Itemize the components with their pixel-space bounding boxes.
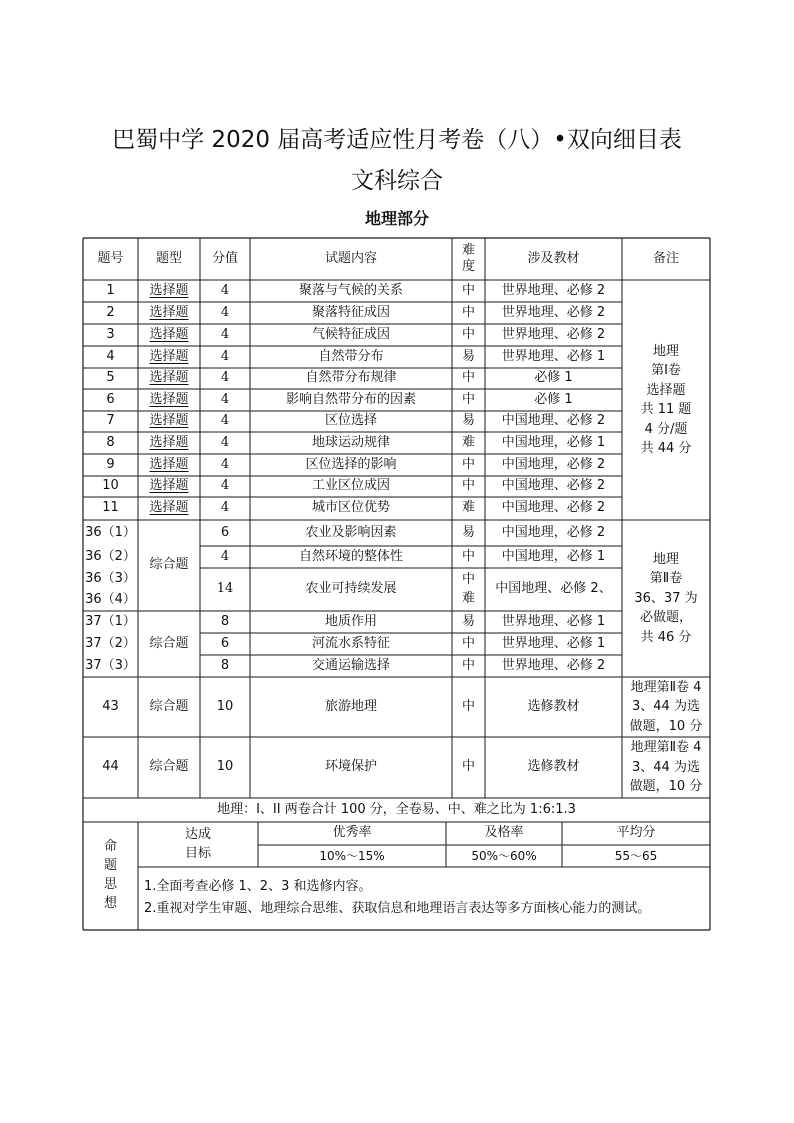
document-title: 巴蜀中学 2020 届高考适应性月考卷（八）•双向细目表 [112, 127, 682, 153]
note-part2: 地理 第Ⅱ卷 36、37 为 必做题， 共 46 分 [634, 551, 698, 645]
row-score: 4 [220, 434, 230, 450]
q37-r3-difficulty: 中 [461, 657, 475, 673]
section-title: 地理部分 [364, 209, 429, 228]
row-textbook: 世界地理、必修 2 [501, 326, 606, 342]
row-textbook: 中国地理，必修 1 [501, 434, 606, 450]
q36-r1-score: 6 [220, 524, 230, 540]
row-type: 选择题 [149, 434, 189, 450]
mingti-note-1: 1.全面考查必修 1、2、3 和选修内容。 [144, 878, 372, 894]
avg-label: 平均分 [616, 825, 656, 841]
row-difficulty: 中 [461, 456, 475, 472]
row-difficulty: 易 [461, 348, 475, 364]
q43-num: 43 [102, 698, 119, 714]
q44-num: 44 [102, 759, 119, 775]
q43-textbook: 选修教材 [527, 698, 580, 714]
q44-content: 环境保护 [324, 759, 377, 775]
header-score: 分值 [211, 250, 238, 266]
q37-r1-textbook: 世界地理、必修 1 [501, 613, 606, 629]
row-textbook: 世界地理、必修 1 [501, 348, 606, 364]
row-num: 10 [102, 478, 119, 494]
row-type: 选择题 [149, 304, 189, 320]
q37-type: 综合题 [149, 635, 189, 651]
row-content: 自然带分布规律 [305, 370, 397, 386]
q37-r2-difficulty: 中 [461, 635, 475, 651]
row-num: 4 [106, 348, 115, 364]
row-textbook: 中国地理，必修 2 [501, 456, 606, 472]
row-difficulty: 难 [461, 500, 475, 516]
q44-textbook: 选修教材 [527, 759, 580, 775]
row-type: 选择题 [149, 326, 189, 342]
q36-r2-difficulty: 中 [461, 548, 475, 564]
goal-label: 达成 目标 [184, 827, 211, 861]
pass-value: 50%～60% [471, 848, 537, 863]
row-difficulty: 中 [461, 478, 475, 494]
row-textbook: 世界地理、必修 2 [501, 282, 606, 298]
row-type: 选择题 [149, 500, 189, 516]
row-type: 选择题 [149, 456, 189, 472]
row-type: 选择题 [149, 391, 189, 407]
row-content: 气候特征成因 [311, 326, 390, 342]
q43-difficulty: 中 [461, 698, 475, 714]
avg-value: 55～65 [614, 848, 658, 863]
summary-row: 地理：I、II 两卷合计 100 分，全卷易、中、难之比为 1:6:1.3 [217, 801, 576, 817]
row-type: 选择题 [149, 370, 189, 386]
q36-r3-textbook: 中国地理、必修 2、 [495, 581, 612, 597]
row-difficulty: 易 [461, 413, 475, 429]
row-textbook: 必修 1 [534, 391, 573, 407]
q36-type: 综合题 [149, 557, 189, 573]
excellent-label: 优秀率 [332, 825, 372, 841]
row-num: 6 [106, 391, 115, 407]
q44-note: 地理第Ⅱ卷 43、44 为选做题，10 分 [629, 740, 703, 795]
row-content: 聚落特征成因 [311, 304, 390, 320]
row-num: 8 [106, 434, 115, 450]
q37-r1-score: 8 [220, 613, 230, 629]
q37-num-3: 37（3） [85, 657, 136, 673]
q36-r3-content: 农业可持续发展 [305, 581, 397, 597]
row-difficulty: 中 [461, 370, 475, 386]
q37-num-1: 37（1） [85, 613, 136, 629]
row-score: 4 [220, 326, 230, 342]
row-score: 4 [220, 304, 230, 320]
row-num: 7 [106, 413, 115, 429]
q36-num-4: 36（4） [85, 592, 136, 608]
pass-label: 及格率 [484, 825, 524, 841]
row-difficulty: 难 [461, 434, 475, 450]
row-content: 区位选择 [324, 413, 377, 429]
header-difficulty: 难 度 [461, 242, 475, 274]
q36-r1-difficulty: 易 [461, 524, 475, 540]
row-type: 选择题 [149, 413, 189, 429]
row-num: 5 [106, 370, 115, 386]
row-content: 地球运动规律 [311, 434, 390, 450]
row-content: 区位选择的影响 [305, 456, 397, 472]
header-num: 题号 [97, 250, 124, 266]
q36-r2-textbook: 中国地理，必修 1 [501, 548, 606, 564]
q36-r3-difficulty: 中 难 [461, 571, 475, 606]
row-score: 4 [220, 348, 230, 364]
row-score: 4 [220, 370, 230, 386]
row-content: 聚落与气候的关系 [298, 282, 403, 298]
mingti-note-2: 2.重视对学生审题、地理综合思维、获取信息和地理语言表达等多方面核心能力的测试。 [144, 900, 651, 916]
row-difficulty: 中 [461, 282, 475, 298]
header-type: 题型 [155, 250, 182, 266]
row-difficulty: 中 [461, 326, 475, 342]
q37-r2-textbook: 世界地理、必修 1 [501, 635, 606, 651]
q37-r3-textbook: 世界地理、必修 2 [501, 657, 606, 673]
row-score: 4 [220, 456, 230, 472]
mingti-label: 命 题 思 想 [103, 839, 117, 911]
row-content: 影响自然带分布的因素 [285, 391, 416, 407]
row-textbook: 中国地理、必修 2 [501, 413, 606, 429]
row-score: 4 [220, 413, 230, 429]
q37-r3-content: 交通运输选择 [311, 657, 390, 673]
q44-difficulty: 中 [461, 759, 475, 775]
q37-r2-content: 河流水系特征 [311, 635, 390, 651]
document-subtitle: 文科综合 [351, 168, 443, 194]
row-textbook: 世界地理、必修 2 [501, 304, 606, 320]
q37-num-2: 37（2） [85, 635, 136, 651]
header-note: 备注 [652, 250, 679, 266]
row-content: 城市区位优势 [311, 500, 390, 516]
row-type: 选择题 [149, 478, 189, 494]
row-type: 选择题 [149, 348, 189, 364]
row-score: 4 [220, 478, 230, 494]
row-textbook: 中国地理、必修 2 [501, 500, 606, 516]
q43-note: 地理第Ⅱ卷 43、44 为选做题，10 分 [629, 679, 703, 734]
row-num: 11 [102, 500, 119, 516]
row-num: 2 [106, 304, 115, 320]
q36-r3-score: 14 [216, 581, 234, 597]
q43-score: 10 [216, 698, 234, 714]
q36-num-3: 36（3） [85, 570, 136, 586]
header-textbook: 涉及教材 [527, 250, 580, 266]
q43-content: 旅游地理 [324, 698, 377, 714]
q43-type: 综合题 [149, 698, 189, 714]
q36-num-2: 36（2） [85, 548, 136, 564]
row-content: 自然带分布 [318, 348, 384, 364]
row-score: 4 [220, 282, 230, 298]
q44-score: 10 [216, 759, 234, 775]
row-type: 选择题 [149, 282, 189, 298]
row-content: 工业区位成因 [311, 478, 390, 494]
q36-r2-score: 4 [220, 548, 230, 564]
q37-r3-score: 8 [220, 657, 230, 673]
row-difficulty: 中 [461, 391, 475, 407]
header-content: 试题内容 [324, 250, 377, 266]
q36-r2-content: 自然环境的整体性 [298, 548, 403, 564]
q37-r2-score: 6 [220, 635, 230, 651]
q36-num-1: 36（1） [85, 524, 136, 540]
row-score: 4 [220, 391, 230, 407]
row-num: 9 [106, 456, 115, 472]
row-textbook: 中国地理、必修 2 [501, 478, 606, 494]
row-score: 4 [220, 500, 230, 516]
excellent-value: 10%～15% [319, 848, 385, 863]
row-textbook: 必修 1 [534, 370, 573, 386]
q36-r1-textbook: 中国地理，必修 2 [501, 524, 606, 540]
q36-r1-content: 农业及影响因素 [305, 524, 397, 540]
note-part1: 地理 第Ⅰ卷 选择题 共 11 题 4 分/题 共 44 分 [640, 343, 692, 456]
row-difficulty: 中 [461, 304, 475, 320]
row-num: 3 [106, 326, 115, 342]
q37-r1-content: 地质作用 [324, 613, 377, 629]
q37-r1-difficulty: 易 [461, 613, 475, 629]
row-num: 1 [106, 282, 115, 298]
q44-type: 综合题 [149, 759, 189, 775]
